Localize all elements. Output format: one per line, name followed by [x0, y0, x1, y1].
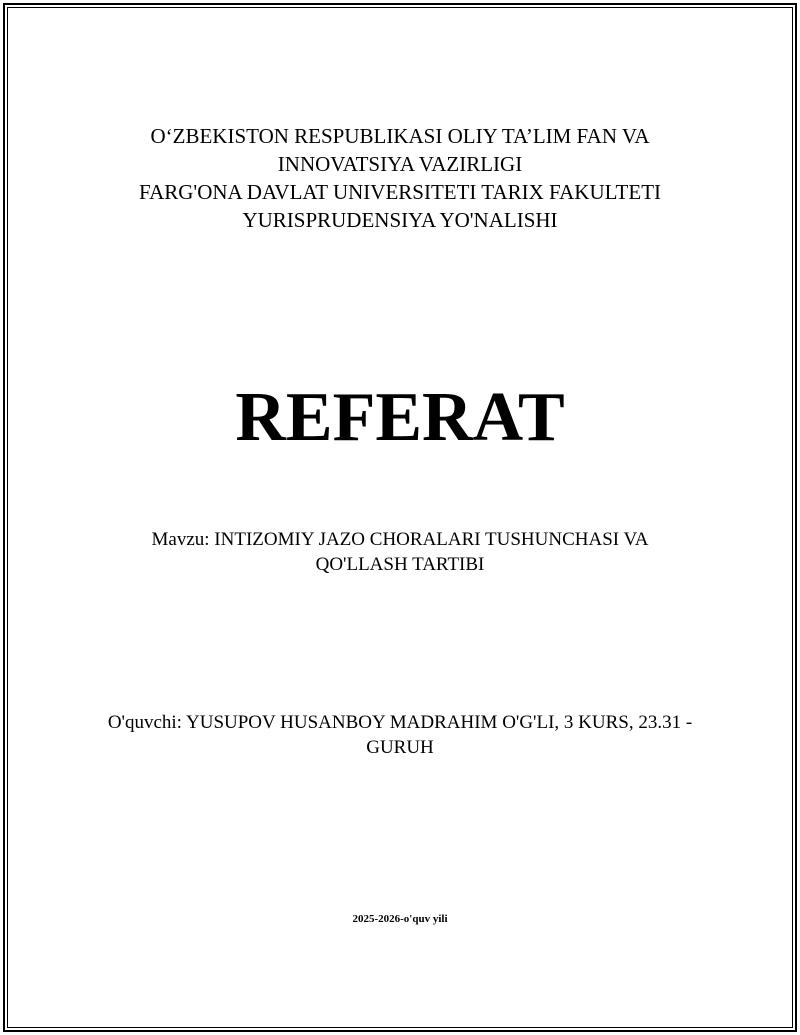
header-line-3: FARG'ONA DAVLAT UNIVERSITETI TARIX FAKULTETI — [138, 180, 662, 204]
student-line-2: GURUH — [366, 737, 434, 758]
header-line-2: INNOVATSIYA VAZIRLIGI — [277, 152, 523, 176]
topic-section — [0, 527, 800, 577]
topic-line-1: Mavzu: INTIZOMIY JAZO CHORALARI TUSHUNCHASI VA — [151, 529, 649, 550]
header-line-4: YURISPRUDENSIYA YO'NALISHI — [242, 208, 558, 232]
topic-line-2: QO'LLASH TARTIBI — [315, 554, 485, 575]
institution-header — [0, 122, 800, 234]
header-line-1: O‘ZBEKISTON RESPUBLIKASI OLIY TA’LIM FAN VA — [150, 124, 650, 148]
document-title: REFERAT — [235, 379, 565, 456]
student-line-1: O'quvchi: YUSUPOV HUSANBOY MADRAHIM O'G'LI, 3 KURS, 23.31 - — [107, 712, 693, 733]
academic-year: 2025-2026-o'quv yili — [352, 913, 448, 925]
student-section — [0, 710, 800, 760]
